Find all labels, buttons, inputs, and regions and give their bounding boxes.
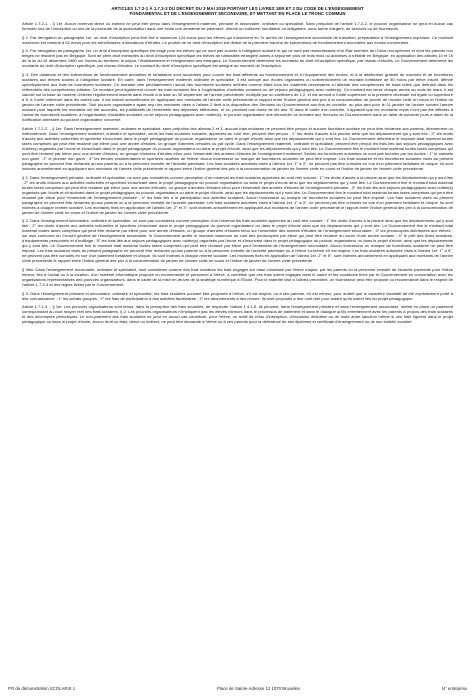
body-paragraph: § 4. Dans l'enseignement primaire et secondaire, ordinaire et spécialisé, les frais scolaires pouvant être proposés à l'élève, s'il est majeur, ou à ses parents, s'il est mineur, pour autant que le caractère facultatif ait été explicitement porté à leur connaissance : 1° les achats groupés ; 2° les frais de participation à des activités facultatives ; 3° les abonnements à des revues. Ils sont proposés à leur coût réel pour autant qu'ils soient liés au projet pédagogique. — [22, 290, 453, 301]
body-paragraph: § 3bis. Dans l'enseignement secondaire, ordinaire et spécialisé, sont considérés comme des frais scolaires les frais engagés sur base volontaire par l'élève majeur, par les parents ou la personne investie de l'autorité parentale pour l'élève mineur, liés à l'achat ou à la location, d'un matériel informatique proposé ou recommandé et personnel à l'élève, à condition que ces frais soient engagés dans le cadre et les conditions fixés par le Gouvernement en concertation avec les organisations représentatives des pouvoirs organisateurs, dans le cadre de la mise en œuvre de la stratégie numérique à l'École. Pour le matériel visé à l'alinéa précédent, un fournisseur peut être proposé ou recommandé dans le respect de l'article 1.7.3-3 et des règles fixées par le Gouvernement. — [22, 267, 453, 288]
body-paragraph: § 4. Des dotations et des subventions de fonctionnement annuelles et forfaitaires sont accordées pour couvrir les frais afférents au fonctionnement et à l'équipement des écoles, et à la distribution gratuite de manuels et de fournitures scolaires aux élèves soumis à l'obligation scolaire. En outre, dans l'enseignement maternel ordinaire et spécialisé, il est octroyé aux écoles organisées ou subventionnées un montant forfaitaire de 50 euros par élève inscrit, affecté spécifiquement aux frais de fournitures scolaires. Ce montant vise prioritairement l'achat des fournitures scolaires définies comme étant tous les matériels nécessaires à l'atteinte des compétences de base telles que définies dans les référentiels des compétences initiales. Ce montant peut également couvrir les frais scolaires liés à l'organisation d'activités scolaires ou de séjours pédagogiques avec nuitée(s). Ce montant est versé chaque année au mois de mars. Il est calculé sur la base du nombre d'élèves régulièrement inscrits dans l'école à la date du 30 septembre de l'année précédente, multiplié par un coefficient de 1,2, et est arrondi à l'unité supérieure si la première décimale est égale ou supérieure à 5, à l'unité inférieure dans les autres cas. Il est indexé annuellement en appliquant aux montants de l'année civile précédente le rapport entre l'indice général des prix à la consommation de janvier de l'année civile en cours et l'indice de janvier de l'année civile précédente. Tout pouvoir organisateur ayant reçu les montants visés à l'alinéa 2 tient à la disposition des Services du Gouvernement aux fins de contrôle, au plus tard pour le 31 janvier de l'année suivant l'année scolaire pour laquelle les montants ont été accordés, les justificatifs de l'ensemble des dépenses effectuées, et ce, pendant une durée de dix ans. Si dans le cadre d'un contrôle, il apparaît que les montants reçus n'ont pas été affectés à l'achat de fournitures scolaires, à l'organisation d'activités scolaires ou de séjours pédagogiques avec nuitée(s), le pouvoir organisateur doit rétrocéder ce montant aux Services du Gouvernement dans un délai de soixante jours à dater de la notification adressée au pouvoir organisateur concerné. — [22, 72, 453, 123]
body-paragraph: Article 1.7.2-1. - § 1er. Aucun minerval direct ou indirect ne peut être perçu dans l'enseignement maternel, primaire et secondaire, ordinaire ou spécialisé. Sans préjudice de l'article 1.7.2-2, le pouvoir organisateur ne peut en aucun cas formuler lors de l'inscription ou lors de la poursuite de la scolarisation dans une école une demande de paiement, directe ou indirecte, facultative ou obligatoire, sous forme d'argent, de services ou de fournitures. — [22, 21, 453, 32]
document-title-line-1: ARTICLES 1.7.2-1 À 1.7.2-3 DU DÉCRET DU 3 MAI 2019 PORTANT LES LIVRES 1ER ET 2 DU CODE DE L'ENSEIGNEMENT — [111, 6, 364, 11]
page-footer — [8, 684, 467, 692]
body-paragraph: § 3. Dans l'enseignement secondaire, ordinaire et spécialisé, ne sont pas considérés comme perception d'un minerval les frais scolaires appréciés au coût réel suivant : 1° les droits d'accès à la piscine ainsi que les déplacements qui y sont liés ; 2° les droits d'accès aux activités culturelles et sportives s'inscrivant dans le projet pédagogique du pouvoir organisateur ou dans le projet d'école ainsi que les déplacements qui y sont liés. Le Gouvernement fixe le montant total maximal toutes taxes comprises qui peut être réclamé par élève pour une année d'études, un groupe d'années d'études et/ou sur l'ensemble des années d'études de l'enseignement secondaire ; 3° les photocopies distribuées aux élèves ; sur avis conforme du Conseil général de l'enseignement secondaire, le Gouvernement arrête le montant maximum du coût des photocopies par élève qui peut être réclamé au cours d'une année scolaire ; 4° le prêt des livres scolaires, d'équipements personnels et d'outillage ; 5° les frais liés aux séjours pédagogiques avec nuitée(s) organisés par l'école et s'inscrivant dans le projet pédagogique du pouvoir organisateur ou dans le projet d'école, ainsi que les déplacements qui y sont liés. Le Gouvernement fixe le montant total maximal toutes taxes comprises qui peut être réclamé par élève pour l'ensemble de l'enseignement secondaire. Aucun fournisseur ou marque de fournitures scolaires ne peut être imposé. Les frais scolaires visés au présent paragraphe ne peuvent être réclamés qu'aux parents ou à la personne investie de l'autorité parentale ou à l'élève lui-même s'il est majeur. Les frais scolaires autorisés visés à l'alinéa 1er, 1° à 5°, ne peuvent pas être cumulés en vue d'un paiement forfaitaire et unique. Ils sont indexés à chaque rentrée scolaire. Les montants fixés en application de l'alinéa 1er, 2° et 5°, sont indexés annuellement en appliquant aux montants de l'année civile précédente le rapport entre l'indice général des prix à la consommation de janvier de l'année civile en cours et l'indice de janvier de l'année civile précédente. — [22, 218, 453, 264]
footer-right: N° entreprise — [441, 685, 467, 691]
document-title — [22, 6, 453, 16]
body-paragraph: Article 1.7.2-3. - § 1er. Les pouvoirs organisateurs sont tenus, dans la perception des frais scolaires, de respecter l'article 1.4.1-5. Ils peuvent, dans l'enseignement primaire et dans l'enseignement secondaire, mettre en place un paiement correspondant au coût moyen réel des frais scolaires. § 2. Les pouvoirs organisateurs n'impliquent pas les élèves mineurs dans le processus de paiement et dans le dialogue qu'ils entretiennent avec les parents à propos des frais scolaires et des décomptes périodiques. Le non-paiement des frais scolaires ne peut en aucun cas constituer, pour l'élève, un motif de refus d'inscription, d'exclusion définitive ou de toute autre sanction même si ces frais figurent dans le projet pédagogique ou dans le projet d'école. Aucun droit ou frais, direct ou indirect, ne peut être demandé à l'élève ou à ses parents pour la délivrance de ses diplômes et certificats d'enseignement ou de son bulletin scolaire. — [22, 304, 453, 325]
footer-left: PO de démonstration SCOLARIS 1 — [8, 685, 76, 691]
document-title-line-2: FONDAMENTAL ET DE L'ENSEIGNEMENT SECONDAIRE, ET METTANT EN PLACE LE TRONC COMMUN — [129, 11, 346, 17]
document-body — [22, 21, 453, 324]
body-paragraph: Article 1.7.2-2. - § 1er. Dans l'enseignement maternel, ordinaire et spécialisé, sans préjudice des alinéas 2 et 3, aucuns frais scolaires ne peuvent être perçus et aucune fourniture scolaire ne peut être réclamée aux parents, directement ou indirectement. Dans l'enseignement maternel, ordinaire et spécialisé, seuls les frais scolaires suivants, appréciés au coût réel, peuvent être perçus : 1° les droits d'accès à la piscine ainsi que les déplacements qui y sont liés ; 2° les droits d'accès aux activités culturelles et sportives s'inscrivant dans le projet pédagogique du pouvoir organisateur ou dans le projet d'école ainsi que les déplacements qui y sont liés. Le Gouvernement détermine le montant total maximal toutes taxes comprises qui peut être réclamé par élève pour une année d'études, un groupe d'années d'études ou par cycle. Dans l'enseignement maternel, ordinaire et spécialisé, peuvent être perçus les frais liés aux séjours pédagogiques avec nuitée(s) organisés par l'école et s'inscrivant dans le projet pédagogique du pouvoir organisateur ou dans le projet d'école, ainsi que les déplacements qui y sont liés. Le Gouvernement fixe le montant total maximal toutes taxes comprises qui peut être réclamé par élève pour une année d'études, un groupe d'années d'études et/ou pour l'ensemble des années d'études de l'enseignement maternel. Seules les fournitures suivantes ne sont pas fournies par les écoles : 1° le cartable non garni ; 2° le plumier non garni ; 3° les tenues vestimentaires et sportives usuelles de l'élève. Aucun fournisseur ou marque de fournitures scolaires ne peut être imposé. Les frais scolaires et les fournitures scolaires visés au présent paragraphe ne peuvent être réclamés qu'aux parents ou à la personne investie de l'autorité parentale. Les frais scolaires autorisés visés à l'alinéa 1er, 1° à 3°, ne peuvent pas être cumulés en vue d'un paiement forfaitaire et unique. Ils sont indexés annuellement en appliquant aux montants de l'année civile précédente le rapport entre l'indice général des prix à la consommation de janvier de l'année civile en cours et l'indice de janvier de l'année civile précédente. — [22, 125, 453, 171]
body-paragraph: § 3. Par dérogation au paragraphe 1er, un droit d'inscription spécifique est exigé pour les élèves qui ne sont pas soumis à l'obligation scolaire et qui ne sont pas ressortissants d'un État membre de l'Union européenne et dont les parents non belges ne résident pas en Belgique. Sont de plein droit exemptés du droit d'inscription spécifique les élèves de nationalité étrangère admis à séjourner plus de trois mois ou autorisés à s'établir en Belgique, en application des articles 10 et 15 de la loi du 15 décembre 1980 sur l'accès au territoire, le séjour, l'établissement et l'éloignement des étrangers. Le Gouvernement détermine les montants du droit d'inscription spécifique, par niveau d'études. Le Gouvernement détermine les montants du droit d'inscription spécifique, par niveau d'études. Le montant du droit d'inscription spécifique est assigné au moment de l'inscription. — [22, 48, 453, 69]
body-paragraph: § 2. Par dérogation au paragraphe 1er, un droit d'inscription peut être fixé à maximum 124 euros pour les élèves qui s'inscrivent en 7e année de l'enseignement secondaire de transition, préparatoire à l'enseignement supérieur. Ce montant maximum est ramené à 62 euros pour les bénéficiaires d'allocations d'études. Le produit de ce droit d'inscription est déduit de la première tranche de subventions de fonctionnement accordées aux écoles concernées. — [22, 34, 453, 45]
footer-center: Place de Sainte-Adresse 12 1070 Bruxelles — [217, 685, 300, 691]
body-paragraph: § 2. Dans l'enseignement primaire, ordinaire et spécialisé, ne sont pas considérés comme perception d'un minerval les frais scolaires appréciés au coût réel suivant : 1° les droits d'accès à la piscine ainsi que les déplacements qui y sont liés ; 2° les droits d'accès aux activités culturelles et sportives s'inscrivant dans le projet pédagogique du pouvoir organisateur ou dans le projet d'école ainsi que les déplacements qui y sont liés. Le Gouvernement fixe le montant total maximal toutes taxes comprises qui peut être réclamé par élève pour une année d'études, un groupe d'années d'études et/ou pour l'ensemble des années d'études de l'enseignement primaire ; 3° les frais liés aux séjours pédagogiques avec nuitée(s) organisés par l'école et s'inscrivant dans le projet pédagogique du pouvoir organisateur ou dans le projet d'école, ainsi que les déplacements qui y sont liés. Le Gouvernement fixe le montant total maximal toutes taxes comprises qui peut être réclamé par élève pour l'ensemble de l'enseignement primaire ; 4° les frais liés à la participation aux activités scolaires. Aucun fournisseur ou marque de fournitures scolaires ne peut être imposé. Les frais scolaires visés au présent paragraphe ne peuvent être réclamés qu'aux parents ou à la personne investie de l'autorité parentale. Les frais scolaires autorisés visés à l'alinéa 1er, 1° à 3°, ne peuvent pas être cumulés en vue d'un paiement forfaitaire et unique. Ils sont indexés à chaque rentrée scolaire. Les montants fixés en application de l'alinéa 1er, 2° et 3°, sont indexés annuellement en appliquant aux montants de l'année civile précédente le rapport entre l'indice général des prix à la consommation de janvier de l'année civile en cours et l'indice de janvier de l'année civile précédente. — [22, 174, 453, 215]
